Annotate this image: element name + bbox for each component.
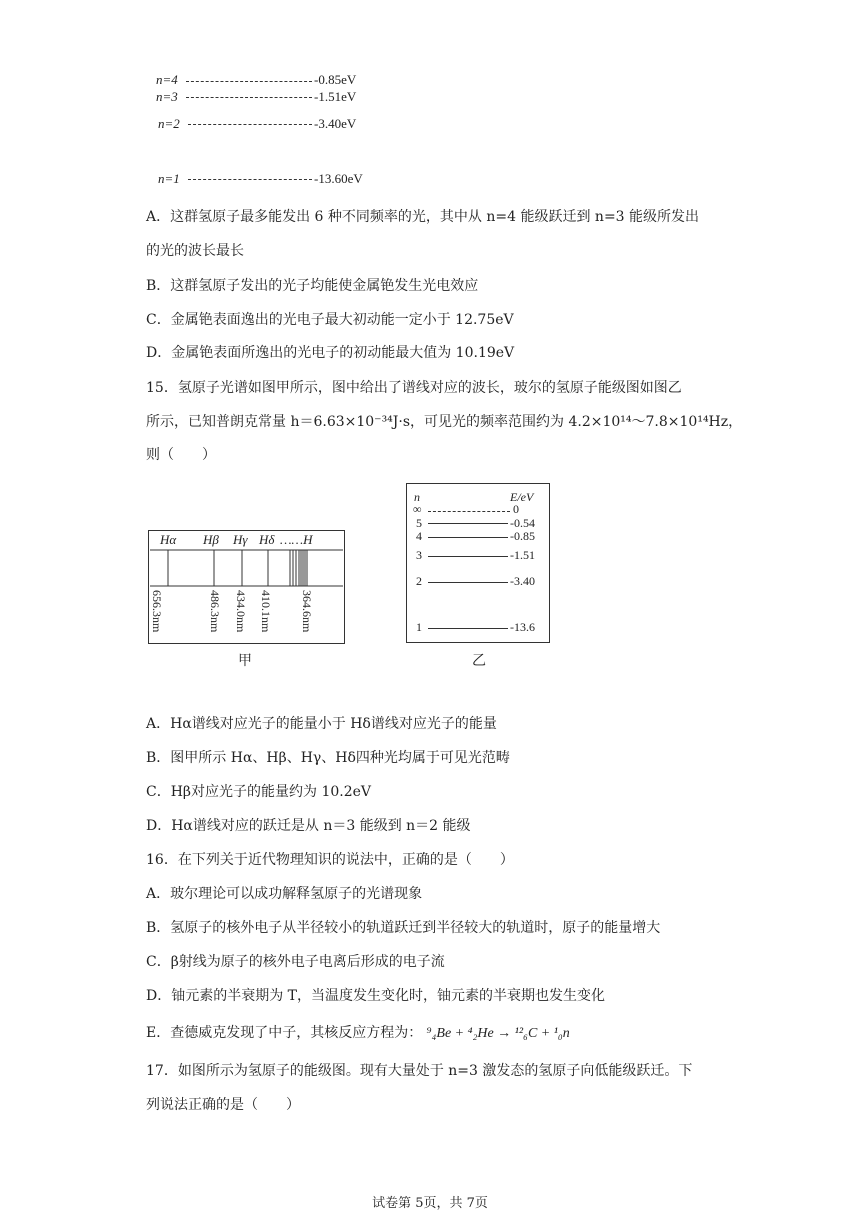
wavelength-label: 410.1nm <box>259 590 273 633</box>
level-energy: -1.51eV <box>314 89 357 104</box>
q15-option-a: A．Hα谱线对应光子的能量小于 Hδ谱线对应光子的能量 <box>146 716 497 732</box>
q17-stem-line1: 17．如图所示为氢原子的能级图。现有大量处于 n=3 激发态的氢原子向低能级跃迁。下 <box>146 1063 693 1079</box>
q15-stem-line2: 所示，已知普朗克常量 h＝6.63×10⁻³⁴J·s，可见光的频率范围约为 4.2×10¹⁴～7.8×10¹⁴Hz， <box>146 414 743 430</box>
level-e: -1.51 <box>510 548 535 562</box>
q15-option-c: C．Hβ对应光子的能量约为 10.2eV <box>146 784 372 800</box>
q17-stem-line2: 列说法正确的是（ ） <box>146 1097 300 1113</box>
q15-option-d: D．Hα谱线对应的跃迁是从 n＝3 能级到 n＝2 能级 <box>146 818 471 834</box>
line-label-h-alpha: Hα <box>160 532 177 547</box>
level-n: 2 <box>416 574 422 588</box>
page-footer: 试卷第 5页，共 7页 <box>372 1196 488 1211</box>
level-e: -0.85 <box>510 529 535 543</box>
wavelength-label: 364.6nm <box>300 590 314 633</box>
level-e: -0.54 <box>510 516 535 530</box>
level-n: 4 <box>416 529 422 543</box>
figure-caption-jia: 甲 <box>238 653 252 669</box>
level-n: 3 <box>416 548 422 562</box>
header-n: n <box>414 490 420 504</box>
q15-stem-line1: 15．氢原子光谱如图甲所示，图中给出了谱线对应的波长，玻尔的氢原子能级图如图乙 <box>146 380 682 396</box>
q16-option-a: A．玻尔理论可以成功解释氢原子的光谱现象 <box>146 886 423 902</box>
nuclear-equation: ⁹₄Be + ⁴₂He → ¹²₆C + ¹₀n <box>426 1026 570 1041</box>
level-label: n=4 <box>156 72 178 87</box>
level-energy: -3.40eV <box>314 116 357 131</box>
level-n: 1 <box>416 620 422 634</box>
level-energy: -0.85eV <box>314 72 357 87</box>
q16-option-b: B．氢原子的核外电子从半径较小的轨道跃迁到半径较大的轨道时，原子的能量增大 <box>146 920 661 936</box>
q16-option-d: D．铀元素的半衰期为 T，当温度发生变化时，铀元素的半衰期也发生变化 <box>146 988 606 1004</box>
header-energy: E/eV <box>510 490 534 504</box>
level-e: -13.6 <box>510 620 535 634</box>
wavelength-label: 486.3nm <box>208 590 222 633</box>
q14-option-d: D．金属铯表面所逸出的光电子的初动能最大值为 10.19eV <box>146 345 515 361</box>
line-label-h-series: ……H <box>280 532 313 547</box>
line-label-h-delta: Hδ <box>259 532 275 547</box>
level-n: ∞ <box>413 502 422 516</box>
q16-stem: 16．在下列关于近代物理知识的说法中，正确的是（ ） <box>146 852 514 868</box>
line-label-h-beta: Hβ <box>203 532 219 547</box>
q15-option-b: B．图甲所示 Hα、Hβ、Hγ、Hδ四种光均属于可见光范畴 <box>146 750 510 766</box>
level-label: n=1 <box>158 171 180 186</box>
q16-option-c: C．β射线为原子的核外电子电离后形成的电子流 <box>146 954 445 970</box>
wavelength-label: 656.3nm <box>150 590 164 633</box>
line-label-h-gamma: Hγ <box>233 532 248 547</box>
q16-option-e-text: E．查德威克发现了中子，其核反应方程为： <box>146 1025 423 1041</box>
q14-option-c: C．金属铯表面逸出的光电子最大初动能一定小于 12.75eV <box>146 312 514 328</box>
q14-option-b: B．这群氢原子发出的光子均能使金属铯发生光电效应 <box>146 278 479 294</box>
q14-option-a-line1: A．这群氢原子最多能发出 6 种不同频率的光，其中从 n=4 能级跃迁到 n=3 能级所发出 <box>146 209 700 225</box>
level-e: 0 <box>513 502 519 516</box>
q14-option-a-line2: 的光的波长最长 <box>146 243 244 259</box>
q15-stem-line3: 则（ ） <box>146 447 216 463</box>
figure-caption-yi: 乙 <box>472 653 486 669</box>
level-energy: -13.60eV <box>314 171 363 186</box>
level-label: n=3 <box>156 89 178 104</box>
q16-option-e <box>146 1024 570 1043</box>
level-e: -3.40 <box>510 574 535 588</box>
wavelength-label: 434.0nm <box>234 590 248 633</box>
level-n: 5 <box>416 516 422 530</box>
level-label: n=2 <box>158 116 180 131</box>
